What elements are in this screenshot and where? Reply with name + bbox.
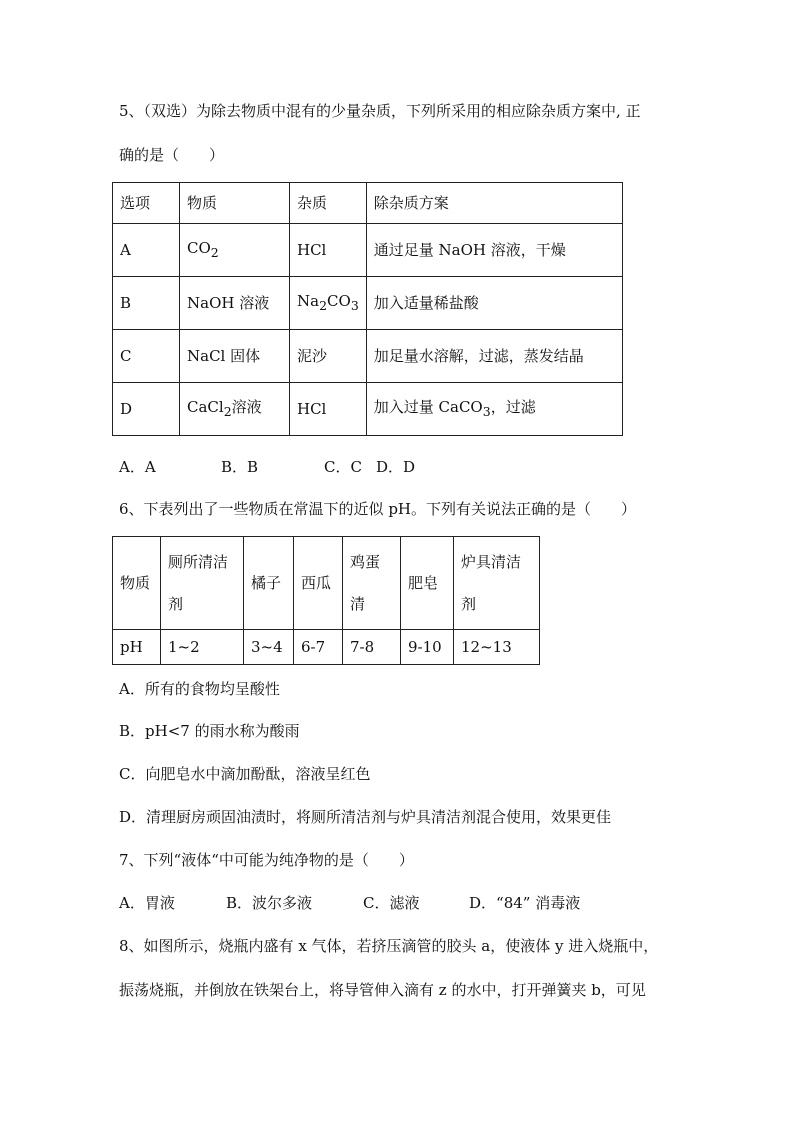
q8-stem-line2: 振荡烧瓶，并倒放在铁架台上，将导管伸入滴有 z 的水中，打开弹簧夹 b，可见 [119,981,646,999]
ph-cell: 9-10 [401,630,454,665]
q5-options [119,457,415,477]
substance-cell: 炉具清洁剂 [454,537,540,630]
q7-option-b: B．波尔多液 [226,894,313,912]
header-cell: 杂质 [290,183,367,224]
q6-table [112,536,540,665]
impurity-cell: HCl [290,224,367,277]
table-row [113,537,540,630]
q7-option-c: C．滤液 [363,894,420,912]
header-cell: 选项 [113,183,180,224]
q5-table [112,182,623,436]
header-cell: 除杂质方案 [366,183,622,224]
table-row [113,630,540,665]
q5-stem-line2 [119,145,224,165]
plan-cell: 通过足量 NaOH 溶液，干燥 [366,224,622,277]
q7-option-d: D．“84” 消毒液 [469,894,581,912]
impurity-cell: HCl [290,383,367,436]
q5-stem-line1: 5、（双选）为除去物质中混有的少量杂质，下列所采用的相应除杂质方案中, 正 [119,102,641,120]
q5-option-d: D．D [376,458,416,476]
q7-options [119,893,580,913]
plan-cell: 加入适量稀盐酸 [366,277,622,330]
header-cell: pH [113,630,161,665]
table-row [113,383,623,436]
q6-option-b: B．pH<7 的雨水称为酸雨 [119,722,300,740]
ph-cell: 6-7 [294,630,343,665]
table-row [113,277,623,330]
ph-cell: 12~13 [454,630,540,665]
option-cell: B [113,277,180,330]
substance-cell: 西瓜 [294,537,343,630]
q5-option-c: C．C [324,458,362,476]
q5-option-a: A．A [119,458,156,476]
substance-cell: 橘子 [244,537,294,630]
ph-cell: 7-8 [343,630,401,665]
impurity-cell: $Na_2CO_3$ [290,277,367,330]
table-header-row [113,183,623,224]
option-cell: C [113,330,180,383]
substance-cell: CaCl$_2$溶液 [180,383,290,436]
plan-cell: 加入过量 CaCO$_3$，过滤 [366,383,622,436]
q6-option-c: C．向肥皂水中滴加酚酞，溶液呈红色 [119,765,371,783]
header-cell: 物质 [180,183,290,224]
q8-stem-line1: 8、如图所示，烧瓶内盛有 x 气体，若挤压滴管的胶头 a，使液体 y 进入烧瓶中， [119,937,659,955]
ph-cell: 1~2 [161,630,244,665]
option-cell: A [113,224,180,277]
plan-cell: 加足量水溶解，过滤，蒸发结晶 [366,330,622,383]
q6-option-d: D．清理厨房顽固油渍时，将厕所清洁剂与炉具清洁剂混合使用，效果更佳 [119,808,612,826]
option-cell: D [113,383,180,436]
substance-cell: NaCl 固体 [180,330,290,383]
ph-cell: 3~4 [244,630,294,665]
q7-option-a: A．胃液 [119,894,175,912]
substance-cell: 鸡蛋清 [343,537,401,630]
substance-cell: $CO_2$ [180,224,290,277]
q5-stem-suffix: ） [209,146,225,164]
q7-stem: 7、下列“液体“中可能为纯净物的是（ ） [119,851,414,869]
table-row [113,224,623,277]
q5-option-b: B．B [221,458,259,476]
impurity-cell: 泥沙 [290,330,367,383]
q6-stem: 6、下表列出了一些物质在常温下的近似 pH。下列有关说法正确的是（ ） [119,500,636,518]
header-cell: 物质 [113,537,161,630]
substance-cell: 厕所清洁剂 [161,537,244,630]
q6-option-a: A．所有的食物均呈酸性 [119,680,280,698]
table-row [113,330,623,383]
substance-cell: 肥皂 [401,537,454,630]
substance-cell: NaOH 溶液 [180,277,290,330]
q5-stem-prefix: 确的是（ [119,146,180,164]
